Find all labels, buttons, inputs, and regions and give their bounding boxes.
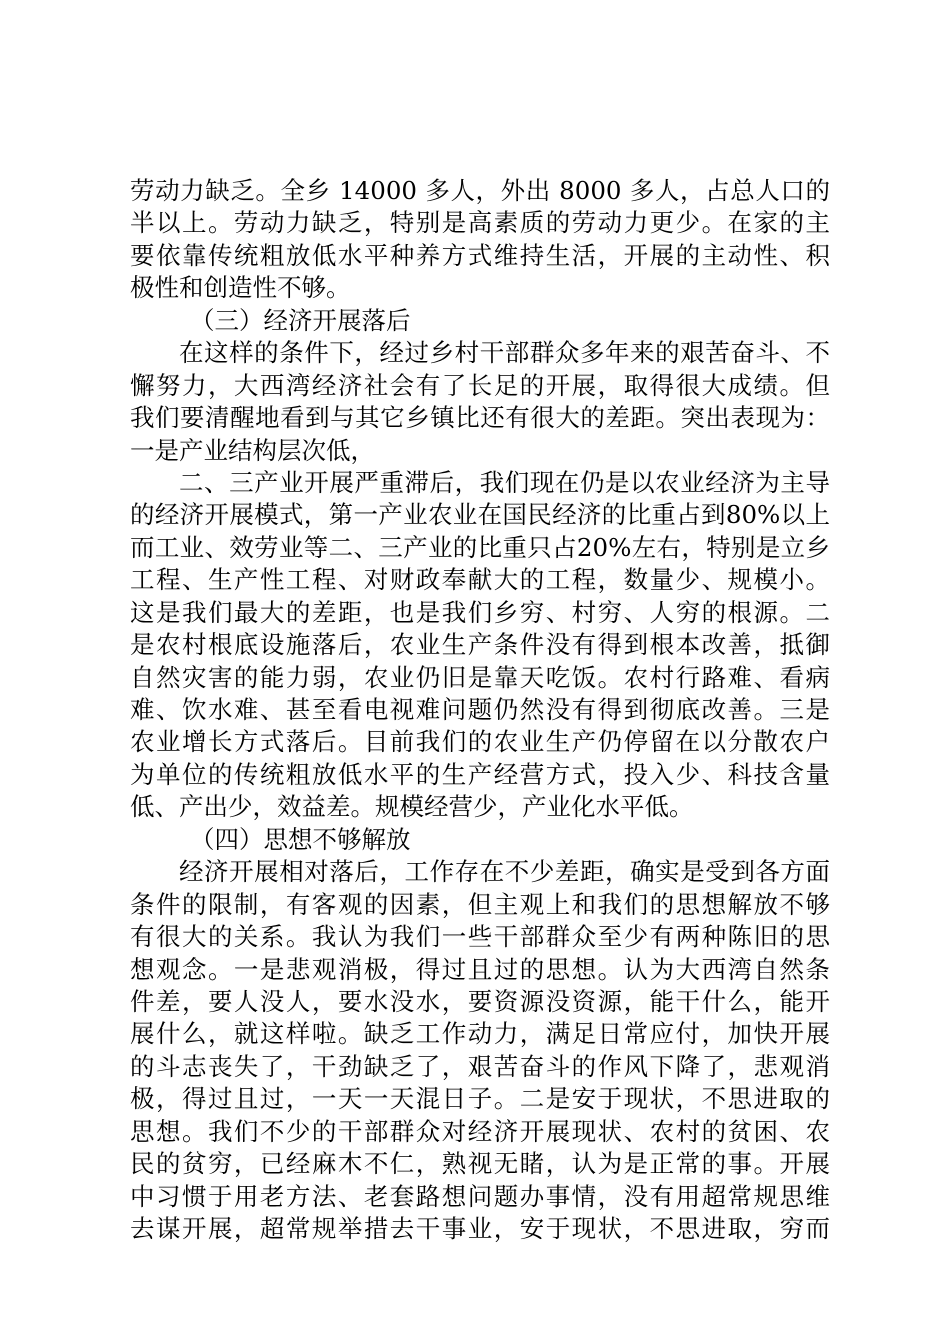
paragraph-first-line: 经济开展相对落后，工作存在不少差距，确实是受到各方面 (179, 857, 830, 887)
text-line: 中习惯于用老方法、老套路想问题办事情，没有用超常规思维 (130, 1181, 830, 1211)
text-line: 思想。我们不少的干部群众对经济开展现状、农村的贫困、农 (130, 1116, 830, 1146)
text-line: 为单位的传统粗放低水平的生产经营方式，投入少、科技含量 (130, 759, 830, 789)
text-line: 劳动力缺乏。全乡 14000 多人，外出 8000 多人，占总人口的 (130, 176, 830, 205)
text-line: 是农村根底设施落后，农业生产条件没有得到根本改善，抵御 (130, 630, 830, 660)
text-line: 极性和创造性不够。 (130, 273, 351, 303)
text-line: 有很大的关系。我认为我们一些干部群众至少有两种陈旧的思 (130, 922, 830, 952)
text-line: 半以上。劳动力缺乏，特别是高素质的劳动力更少。在家的主 (130, 208, 830, 238)
body-text (130, 175, 830, 1245)
text-line: 一是产业结构层次低， (130, 435, 375, 465)
text-line: 懈努力，大西湾经济社会有了长足的开展，取得很大成绩。但 (130, 370, 830, 400)
text-line: 的经济开展模式，第一产业农业在国民经济的比重占到80%以上 (130, 500, 830, 530)
text-line: 难、饮水难、甚至看电视难问题仍然没有得到彻底改善。三是 (130, 695, 830, 724)
section-heading: （四）思想不够解放 (190, 824, 411, 854)
text-line: 这是我们最大的差距，也是我们乡穷、村穷、人穷的根源。二 (130, 597, 830, 627)
text-line: 工程、生产性工程、对财政奉献大的工程，数量少、规模小。 (130, 565, 830, 595)
text-line: 低、产出少，效益差。规模经营少，产业化水平低。 (130, 792, 694, 822)
text-line: 展什么，就这样啦。缺乏工作动力，满足日常应付，加快开展 (130, 1019, 830, 1049)
text-line: 农业增长方式落后。目前我们的农业生产仍停留在以分散农户 (130, 727, 830, 757)
text-line: 自然灾害的能力弱，农业仍旧是靠天吃饭。农村行路难、看病 (130, 662, 830, 692)
text-line: 的斗志丧失了，干劲缺乏了，艰苦奋斗的作风下降了，悲观消 (130, 1051, 830, 1081)
text-line: 去谋开展，超常规举措去干事业，安于现状，不思进取，穷而 (130, 1214, 830, 1243)
text-line: 条件的限制，有客观的因素，但主观上和我们的思想解放不够 (130, 889, 830, 919)
text-line: 极，得过且过，一天一天混日子。二是安于现状，不思进取的 (130, 1084, 830, 1114)
text-line: 件差，要人没人，要水没水，要资源没资源，能干什么，能开 (130, 986, 830, 1016)
text-line: 要依靠传统粗放低水平种养方式维持生活，开展的主动性、积 (130, 240, 830, 270)
paragraph-first-line: 在这样的条件下，经过乡村干部群众多年来的艰苦奋斗、不 (179, 338, 830, 368)
section-heading: （三）经济开展落后 (190, 305, 411, 335)
paragraph-first-line: 二、三产业开展严重滞后，我们现在仍是以农业经济为主导 (179, 467, 830, 497)
text-line: 想观念。一是悲观消极，得过且过的思想。认为大西湾自然条 (130, 954, 830, 984)
text-line: 我们要清醒地看到与其它乡镇比还有很大的差距。突出表现为： (130, 403, 830, 433)
text-line: 民的贫穷，已经麻木不仁，熟视无睹，认为是正常的事。开展 (130, 1149, 830, 1179)
text-line: 而工业、效劳业等二、三产业的比重只占20%左右，特别是立乡 (130, 532, 830, 562)
